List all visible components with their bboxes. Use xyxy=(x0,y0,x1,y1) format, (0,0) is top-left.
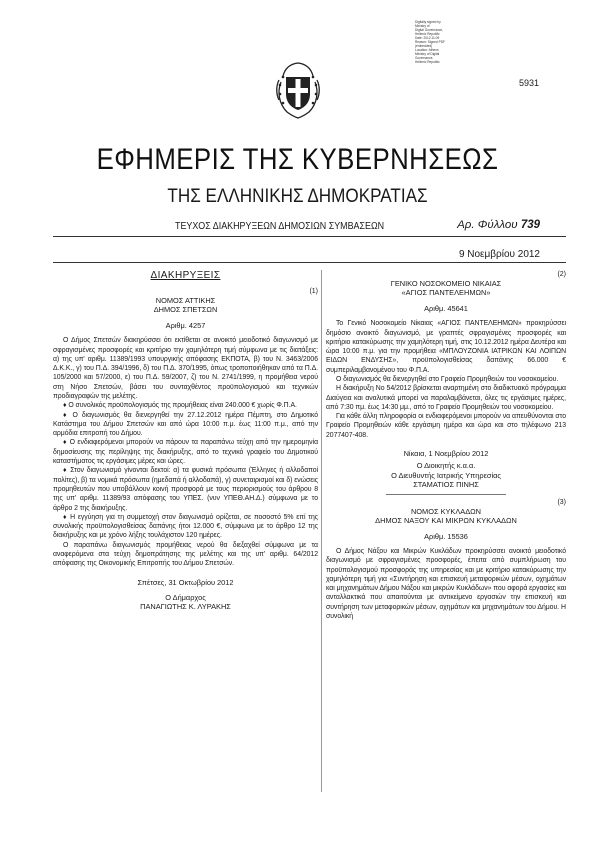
header-rule xyxy=(53,236,566,237)
notice-municipality: ΔΗΜΟΣ ΝΑΞΟΥ ΚΑΙ ΜΙΚΡΩΝ ΚΥΚΛΑΔΩΝ xyxy=(375,516,517,526)
section-heading: ΔΙΑΚΗΡΥΞΕΙΣ xyxy=(150,270,221,281)
issue-number: 739 xyxy=(520,219,540,231)
left-column xyxy=(53,270,318,612)
notice-paragraph: ♦ Στον διαγωνισμό γίνονται δεκτοί: α) τα φυσικά πρόσωπα (Έλληνες ή αλλοδαποί πολίτες), β) τα νομικά πρόσωπα (ημεδαπά ή αλλοδαπά), γ) συνεταιρισμοί και δ) ενώσεις προμηθευτών που υποβάλλουν κοινή προσφορά με τους περιορισμούς του άρθρου 8 της υπ' αριθμ. 11389/93 απόφασης του ΥΠΕΣ. (νυν ΥΠΕΘ.ΑΗ.Δ.) σύμφωνα με το άρθρο 2 της διακήρυξης. xyxy=(53,467,318,512)
notice-number: (3) xyxy=(557,498,566,506)
notice-prefecture: ΝΟΜΟΣ ΚΥΚΛΑΔΩΝ xyxy=(410,506,482,516)
gazette-subtitle: ΤΗΣ ΕΛΛΗΝΙΚΗΣ ΔΗΜΟΚΡΑΤΙΑΣ xyxy=(167,186,428,207)
notice-paragraph: Για κάθε άλλη πληροφορία οι ενδιαφερόμενοι μπορούν να απευθύνονται στο Γραφείο Προμηθειών κάθε εργάσιμη ημέρα και ώρα και στο τηλέφωνο 213 2077407-408. xyxy=(326,413,566,439)
issue-date: 9 Νοεμβρίου 2012 xyxy=(458,249,540,260)
notice-paragraph: Ο διαγωνισμός θα διενεργηθεί στο Γραφείο Προμηθειών του νοσοκομείου. xyxy=(336,376,559,383)
notice-paragraph: ♦ Η εγγύηση για τη συμμετοχή στον διαγωνισμό ορίζεται, σε ποσοστό 5% επί της συνολικής προϋπολογισθείσας δαπάνης ήτοι 12.000 €, σύμφωνα με το άρθρο 12 της διακήρυξης και με χρόνο λήξης τουλάχιστον 120 ημέρες. xyxy=(53,513,318,540)
stamp-line: Digital Governance, xyxy=(415,28,443,32)
right-column xyxy=(326,270,566,621)
stamp-line: Date: 2012.11.09 xyxy=(415,36,440,40)
stamp-line: Hellenic Republic xyxy=(415,60,440,64)
place-date: Νίκαια, 1 Νοεμβρίου 2012 xyxy=(403,449,489,459)
signer-role: Ο Δήμαρχος xyxy=(165,593,206,603)
stamp-line: Ministry of xyxy=(415,24,430,28)
notice-reference: Αριθμ. 4257 xyxy=(165,320,206,330)
issue-series: ΤΕΥΧΟΣ ΔΙΑΚΗΡΥΞΕΩΝ ΔΗΜΟΣΙΩΝ ΣΥΜΒΑΣΕΩΝ xyxy=(175,220,385,232)
gazette-title: ΕΦΗΜΕΡΙΣ ΤΗΣ ΚΥΒΕΡΝΗΣΕΩΣ xyxy=(96,143,499,176)
notice-municipality: ΔΗΜΟΣ ΣΠΕΤΣΩΝ xyxy=(153,305,218,315)
notice-paragraph: Ο Δήμος Σπετσών διακηρύσσει ότι εκτίθεται σε ανοικτό μειοδοτικό διαγωνισμό με σφραγισμένες προσφορές και κριτήριο την χαμηλότερη τιμή σύμφωνα με τις διατάξεις: α) της υπ' αριθμ. 11389/1993 υπουργικής απόφασης ΕΚΠΟΤΑ, β) του Ν. 3463/2006 Δ.Κ.Κ., γ) του Π.Δ. 394/1996, δ) του Π.Δ. 370/1995, όπως τροποποιήθηκαν από τα Π.Δ. 105/2000 και 57/2000, ε) του Π.Δ. 59/2007, ζ) του Ν. 2741/1999, η προμήθεια νερού στη Νήσο Σπετσών, βάσει του συνταχθέντος προϋπολογισμού και τεχνικών προδιαγραφών της μελέτης. xyxy=(53,337,318,400)
notice-paragraph: ♦ Ο συνολικός προϋπολογισμός της προμήθειας είναι 240.000 € χωρίς Φ.Π.Α. xyxy=(63,402,297,410)
column-divider xyxy=(321,270,322,792)
notice-prefecture: ΝΟΜΟΣ ΑΤΤΙΚΗΣ xyxy=(155,296,216,305)
issue-number-label: Αρ. Φύλλου xyxy=(457,219,518,231)
issue-line xyxy=(0,220,595,234)
date-rule xyxy=(53,262,566,263)
notice-paragraph: Η διακήρυξη Νο 54/2012 βρίσκεται αναρτημένη στο διαδικτυακό πρόγραμμα Διαύγεια και αναλυτικά μπορεί να παραλαμβάνεται, όλες τις εργάσιμες ημέρες, από 7:30 πμ. έως 14:30 μμ., από το Γραφείο Προμηθειών του νοσοκομείου. xyxy=(326,385,566,411)
stamp-line: Reason: Signed PDF xyxy=(415,40,445,44)
coat-of-arms-icon xyxy=(275,60,321,120)
notice-paragraph: ♦ Ο διαγωνισμός θα διενεργηθεί την 27.12.2012 ημέρα Πέμπτη, στο Δημοτικό Κατάστημα του Δήμου Σπετσών και από ώρα 10:00 π.μ. έως 11:00 π.μ., από την αρμόδια επιτροπή του Δήμου. xyxy=(53,411,318,438)
notice-reference: Αριθμ. 15536 xyxy=(424,531,468,541)
notice-separator xyxy=(386,494,506,495)
notice-paragraph: Ο Δήμος Νάξου και Μικρών Κυκλάδων προκηρύσσει ανοικτό μειοδοτικό διαγωνισμό με σφραγισμένες προσφορές, έπειτα από συμπλήρωση του προϋπολογισμού προσφοράς της υπηρεσίας και με κριτήριο κατακύρωσης την χαμηλότερη τιμή για «Συντήρηση και επισκευή μεταφορικών μέσων, οχημάτων και μηχανημάτων Δήμου Νάξου και μικρών Κυκλάδων» που αφορά εργασίες και ανταλλακτικά που απαιτούνται με αντικείμενο εργασιών την επισκευή και συντήρηση των μεταφορικών μέσων, οχημάτων και μηχανημάτων του Δήμου. Η συνολική xyxy=(326,547,566,620)
hospital-subname: «ΑΓΙΟΣ ΠΑΝΤΕΛΕΗΜΩΝ» xyxy=(401,288,491,298)
stamp-line: (embedded) xyxy=(415,44,433,48)
page-number: 5931 xyxy=(518,78,539,88)
notice-number: (2) xyxy=(557,271,566,278)
notice-paragraph: Το Γενικό Νοσοκομείο Νίκαιας «ΑΓΙΟΣ ΠΑΝΤΕΛΕΗΜΩΝ» προκηρύσσει δημόσιο ανοικτό διαγωνισμό, με γραπτές σφραγισμένες προσφορές και κριτήριο κατακύρωσης την χαμηλότερη τιμή, στις 10.12.2012 ημέρα Δευτέρα και ώρα 10:00 π.μ. για την προμήθεια «ΜΠΛΟΥΖΟΝΙΑ ΙΑΤΡΙΚΩΝ ΚΑΙ ΛΟΙΠΩΝ ΕΙΔΩΝ ΕΝΔΥΣΗΣ», προϋπολογισθείσας δαπάνης 66.000 € συμπεριλαμβανομένου του Φ.Π.Α. xyxy=(326,320,566,374)
notice-number: (1) xyxy=(309,288,318,295)
digital-signature-stamp xyxy=(415,20,481,64)
stamp-line: Ministry of Digital xyxy=(415,52,440,56)
stamp-line: Governance, xyxy=(415,56,434,60)
notice-paragraph: ♦ Ο ενδιαφερόμενοι μπορούν να πάρουν τα παραπάνω τεύχη από την ημερομηνία δημοσίευσης της περίληψης της διακήρυξης, από το τεχνικό γραφείο του Δημοτικού καταστήματος τις εργάσιμες μέρες και ώρες. xyxy=(53,439,318,466)
signer-name: ΣΤΑΜΑΤΙΟΣ ΠΙΝΗΣ xyxy=(413,480,479,490)
issue-number-block xyxy=(457,219,540,231)
signer-role: Ο Διευθυντής Ιατρικής Υπηρεσίας xyxy=(391,470,501,480)
hospital-name: ΓΕΝΙΚΟ ΝΟΣΟΚΟΜΕΙΟ ΝΙΚΑΙΑΣ xyxy=(390,279,502,288)
signer-prefix: Ο Διοικητής κ.α.α. xyxy=(416,461,476,471)
stamp-line: Location: Athens xyxy=(415,48,439,52)
notice-reference: Αριθμ. 45641 xyxy=(424,303,468,313)
stamp-line: Digitally signed by xyxy=(415,20,441,24)
stamp-line: Hellenic Republic xyxy=(415,32,440,36)
notice-paragraph: Ο παραπάνω διαγωνισμός προμήθειας νερού θα διεξαχθεί σύμφωνα με τα αναφερόμενα στα τεύχη δημοπράτησης της μελέτης και της υπ' αριθμ. 64/2012 απόφασης της Οικονομικής Επιτροπής του Δήμου Σπετσών. xyxy=(53,541,318,568)
signer-name: ΠΑΝΑΓΙΩΤΗΣ Κ. ΛΥΡΑΚΗΣ xyxy=(140,602,231,612)
place-date: Σπέτσες, 31 Οκτωβρίου 2012 xyxy=(137,577,234,587)
